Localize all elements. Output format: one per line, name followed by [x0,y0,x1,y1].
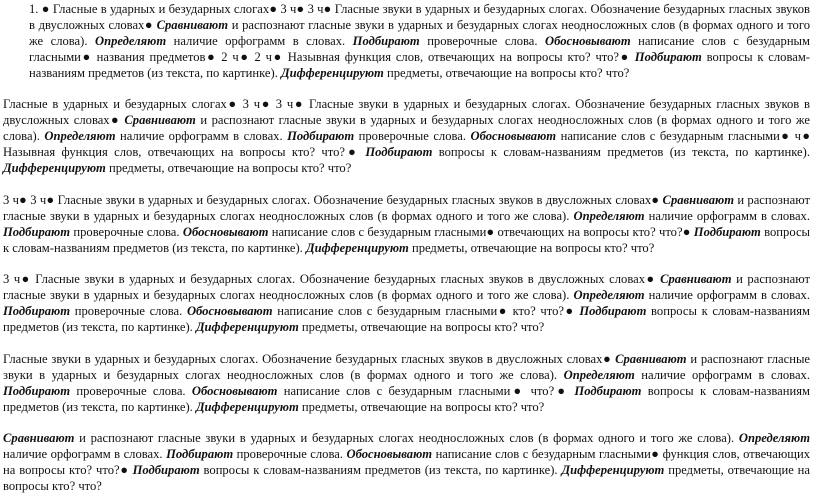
text-run: вопросы к словам-названиям предметов (из текста, по картинке). [3,224,810,255]
emphasis-run: Подбирают [166,447,234,462]
paragraph-3 [3,193,810,257]
emphasis-run: Дифференцируют [281,65,384,80]
paragraph-spacer [3,177,810,193]
emphasis-run: Дифференцируют [305,240,409,255]
text-run: наличие орфограмм в словах. [644,208,810,223]
emphasis-run: Подбирают [3,304,71,319]
text-run: предметы, отвечающие на вопросы кто? что? [3,463,811,494]
paragraph-6 [3,431,810,495]
text-run: наличие орфограмм в словах. [166,33,353,48]
emphasis-run: Определяют [94,33,167,48]
emphasis-run: Дифференцируют [195,320,299,335]
emphasis-run: Сравнивают [660,272,732,287]
emphasis-run: Сравнивают [156,17,229,32]
text-run: 1. ● Гласные в ударных и безударных слогах● 3 ч● 3 ч● Гласные звуки в ударных и безударных слогах. Обозначение безударных гласных звуков в двусложных словах● [29,2,810,32]
text-run: проверочные слова. [70,304,187,319]
text-run: предметы, отвечающие на вопросы кто? что? [298,320,545,335]
text-run: вопросы к словам-названиям предметов (из текста, по картинке). [3,304,810,335]
text-run: наличие орфограмм в словах. [634,367,810,382]
emphasis-run: Определяют [44,129,116,144]
text-run: и распознают гласные звуки в ударных и безударных слогах неодносложных слов (в формах одного и того же слова). [3,192,810,223]
text-run: предметы, отвечающие на вопросы кто? что? [298,399,545,414]
text-run: вопросы к словам-названиям предметов (из текста, по картинке). [3,383,811,414]
emphasis-run: Обосновывают [182,224,269,239]
paragraph-spacer [3,336,810,352]
text-run: вопросы к словам-названиям предметов (из текста, по картинке). [199,463,562,478]
text-run: 3 ч● 3 ч● Гласные звуки в ударных и безударных слогах. Обозначение безударных гласных звуков в двусложных словах● [3,192,663,207]
emphasis-run: Подбирают [287,129,355,144]
emphasis-run: Подбирают [132,463,200,478]
emphasis-run: Обосновывают [346,447,433,462]
emphasis-run: Сравнивают [3,431,75,446]
text-run: проверочные слова. [419,33,546,48]
text-run: предметы, отвечающие на вопросы кто? что? [408,240,655,255]
text-run: Гласные в ударных и безударных слогах● 3 ч● 3 ч● Гласные звуки в ударных и безударных слогах. Обозначение безударных гласных звуков в двусложных словах● [3,97,810,128]
emphasis-run: Определяют [563,367,635,382]
emphasis-run: Дифференцируют [3,161,106,176]
emphasis-run: Подбирают [693,224,761,239]
text-run: предметы, отвечающие на вопросы кто? что? [383,65,630,80]
paragraph-2 [3,97,810,177]
emphasis-run: Определяют [573,288,645,303]
text-run: Гласные звуки в ударных и безударных слогах. Обозначение безударных гласных звуков в двусложных словах● [3,351,616,366]
emphasis-run: Определяют [738,431,810,446]
text-run: 3 ч● Гласные звуки в ударных и безударных слогах. Обозначение безударных гласных звуков в двусложных словах● [3,272,661,287]
emphasis-run: Дифференцируют [561,463,665,478]
paragraph-5 [3,352,810,416]
text-run: вопросы к словам-названиям предметов (из текста, по картинке). [432,145,810,160]
emphasis-run: Сравнивают [662,192,734,207]
text-run: наличие орфограмм в словах. [3,447,167,462]
text-run: и распознают гласные звуки в ударных и безударных слогах неодносложных слов (в формах одного и того же слова). [29,17,810,48]
text-run: предметы, отвечающие на вопросы кто? что? [105,161,352,176]
emphasis-run: Обосновывают [545,33,631,48]
emphasis-run: Подбирают [3,383,71,398]
text-run: проверочные слова. [354,129,471,144]
emphasis-run: Подбирают [365,145,433,160]
text-run: и распознают гласные звуки в ударных и безударных слогах неодносложных слов (в формах одного и того же слова). [3,272,810,303]
text-run: вопросы к словам-названиям предметов (из текста, по картинке). [29,49,810,80]
emphasis-run: Обосновывают [191,383,278,398]
emphasis-run: Подбирают [634,49,702,64]
emphasis-run: Подбирают [574,383,642,398]
paragraph-spacer [3,256,810,272]
text-run: проверочные слова. [70,224,183,239]
text-run: написание слов с безударным гласными● ч● Назывная функция слов, отвечающих на вопросы кто? что?● [3,129,810,160]
text-run: написание слов с безударным гласными● названия предметов● 2 ч● 2 ч● Назывная функция слов, отвечающих на вопросы кто? что?● [29,33,810,64]
paragraph-1 [3,2,810,82]
emphasis-run: Обосновывают [470,129,557,144]
emphasis-run: Подбирают [352,33,420,48]
text-run: наличие орфограмм в словах. [115,129,288,144]
text-run: наличие орфограмм в словах. [644,288,810,303]
text-run: написание слов с безударным гласными● кто? что?● [272,304,580,319]
text-run: и распознают гласные звуки в ударных и безударных слогах неодносложных слов (в формах одного и того же слова). [3,113,810,144]
text-run: написание слов с безударным гласными● отвечающих на вопросы кто? что?● [268,224,694,239]
text-run: написание слов с безударным гласными● что?● [277,383,575,398]
paragraph-spacer [3,416,810,432]
text-run: и распознают гласные звуки в ударных и безударных слогах неодносложных слов (в формах одного и того же слова). [74,431,739,446]
paragraph-4 [3,272,810,336]
paragraph-spacer [3,82,810,98]
emphasis-run: Подбирают [579,304,647,319]
text-run: написание слов с безударным гласными● функция слов, отвечающих на вопросы кто? что?● [3,447,811,478]
text-run: проверочные слова. [70,383,192,398]
text-run: и распознают гласные звуки в ударных и безударных слогах неодносложных слов (в формах одного и того же слова). [3,351,811,382]
emphasis-run: Сравнивают [124,113,196,128]
emphasis-run: Подбирают [3,224,71,239]
emphasis-run: Дифференцируют [195,399,299,414]
text-run: проверочные слова. [233,447,347,462]
emphasis-run: Обосновывают [186,304,273,319]
emphasis-run: Сравнивают [615,351,687,366]
emphasis-run: Определяют [573,208,645,223]
